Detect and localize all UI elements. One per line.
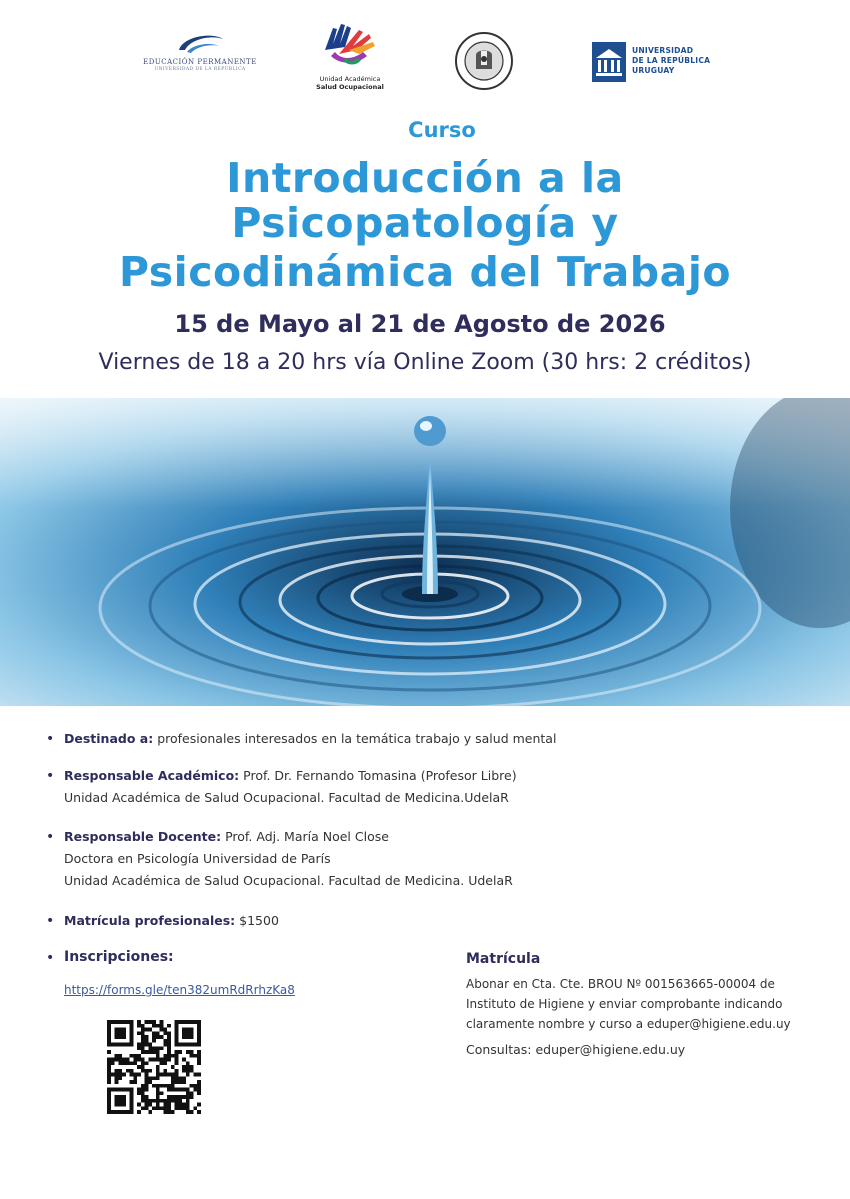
unidad-academica-logo — [313, 20, 387, 94]
matricula-line3: claramente nombre y curso a eduper@higiene.edu.uy — [466, 1017, 791, 1031]
bullet-dot: • — [46, 768, 55, 784]
udelar-line2: DE LA REPÚBLICA — [632, 56, 711, 65]
destinado-value: profesionales interesados en la temática trabajo y salud mental — [153, 731, 557, 746]
responsable-docente-row — [64, 826, 513, 892]
bullet-dot: • — [46, 913, 55, 929]
course-title-line3: Psicodinámica del Trabajo — [118, 248, 732, 296]
swoosh-icon — [173, 30, 227, 56]
seal-icon — [454, 31, 514, 91]
resp-academico-line2: Unidad Académica de Salud Ocupacional. Facultad de Medicina.UdelaR — [64, 790, 509, 805]
ep-line2: UNIVERSIDAD DE LA REPÚBLICA — [154, 67, 246, 72]
facultad-medicina-seal — [454, 31, 514, 91]
resp-academico-value: Prof. Dr. Fernando Tomasina (Profesor Libre) — [239, 768, 517, 783]
matricula-prof-label: Matrícula profesionales: — [64, 913, 236, 928]
udelar-logo — [592, 42, 722, 84]
udelar-line3: URUGUAY — [632, 66, 675, 75]
matricula-line1: Abonar en Cta. Cte. BROU Nº 001563665-00004 de — [466, 977, 775, 991]
educacion-permanente-logo — [140, 30, 260, 86]
consultas-text: Consultas: eduper@higiene.edu.uy — [466, 1042, 686, 1057]
inscripciones-label: Inscripciones: — [64, 949, 174, 965]
inscripciones-row — [64, 946, 174, 968]
course-schedule: Viernes de 18 a 20 hrs vía Online Zoom (30 hrs: 2 créditos) — [98, 350, 752, 375]
bullet-dot: • — [46, 731, 55, 747]
inscripciones-link[interactable]: https://forms.gle/ten382umRdRrhzKa8 — [64, 983, 295, 997]
bullet-dot: • — [46, 829, 55, 845]
matricula-title: Matrícula — [466, 951, 541, 967]
matricula-profesionales-row — [64, 910, 279, 932]
uaso-line1: Unidad Académica — [319, 75, 381, 83]
bullet-dot: • — [46, 950, 55, 966]
course-title-line2: Psicopatología y — [231, 199, 619, 247]
matricula-line2: Instituto de Higiene y enviar comprobante indicando — [466, 997, 783, 1011]
destinado-label: Destinado a: — [64, 731, 154, 746]
resp-academico-label: Responsable Académico: — [64, 768, 240, 783]
udelar-building-icon — [592, 42, 626, 82]
qr-code[interactable] — [107, 1020, 201, 1114]
course-dates: 15 de Mayo al 21 de Agosto de 2026 — [174, 310, 666, 338]
resp-docente-label: Responsable Docente: — [64, 829, 222, 844]
udelar-line1: UNIVERSIDAD — [632, 46, 694, 55]
hands-icon — [313, 20, 387, 70]
responsable-academico-row — [64, 765, 517, 809]
matricula-prof-value: $1500 — [235, 913, 279, 928]
water-drop-image — [0, 398, 850, 706]
resp-docente-line3: Unidad Académica de Salud Ocupacional. Facultad de Medicina. UdelaR — [64, 873, 513, 888]
destinado-row — [64, 728, 556, 750]
qr-code-graphic — [107, 1020, 201, 1114]
udelar-text — [632, 46, 710, 76]
uaso-line2: Salud Ocupacional — [316, 83, 384, 91]
course-title-line1: Introducción a la — [226, 154, 624, 202]
ep-line1: EDUCACIÓN PERMANENTE — [143, 58, 257, 66]
resp-docente-value: Prof. Adj. María Noel Close — [221, 829, 389, 844]
matricula-body — [466, 974, 796, 1034]
resp-docente-line2: Doctora en Psicología Universidad de París — [64, 851, 331, 866]
course-kicker: Curso — [408, 118, 476, 142]
